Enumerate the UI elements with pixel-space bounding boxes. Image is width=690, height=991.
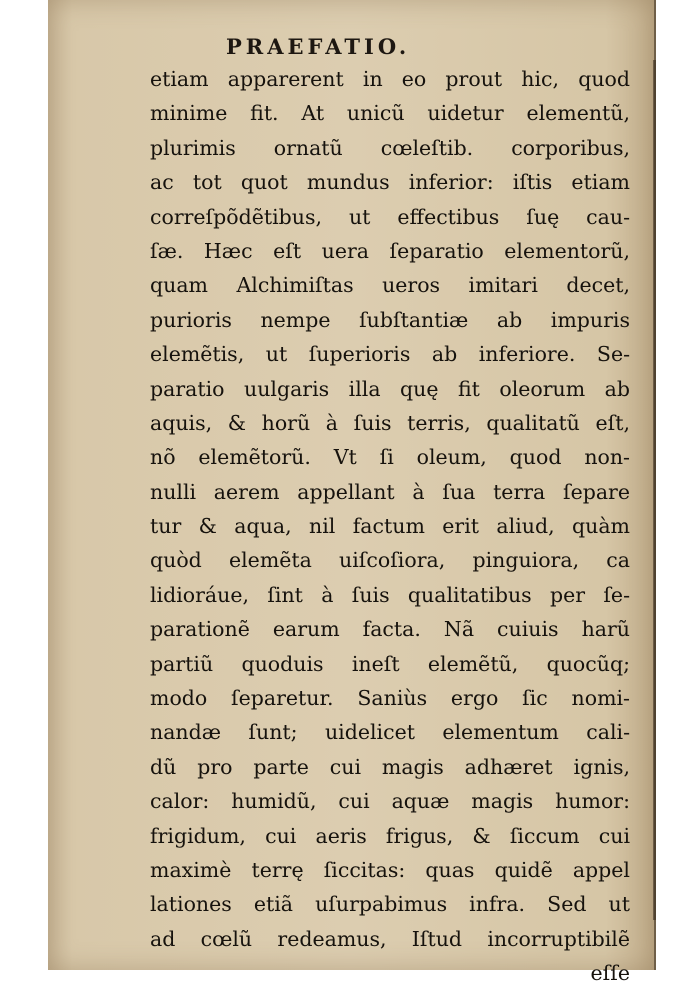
text-line: purioris nempe ſubſtantiæ ab impuris bbox=[150, 307, 630, 332]
text-line: nõ elemẽtorũ. Vt ſi oleum, quod non- bbox=[150, 445, 630, 470]
text-line: ſæ. Hæc eſt uera ſeparatio elementorũ, bbox=[150, 238, 630, 263]
text-line: etiam apparerent in eo prout hic, quod bbox=[150, 67, 630, 91]
text-line: partiũ quoduis ineſt elemẽtũ, quocũq; bbox=[150, 651, 630, 676]
text-line: quòd elemẽta uiſcoſiora, pinguiora, ca bbox=[150, 548, 630, 573]
text-line: maximè terrę ſiccitas: quas quidẽ appel bbox=[150, 857, 630, 882]
text-line: tur & aqua, nil factum erit aliud, quàm bbox=[150, 514, 630, 539]
text-line: elemẽtis, ut ſuperioris ab inferiore. Se- bbox=[150, 342, 630, 367]
text-line: minime fit. At unicũ uidetur elementũ, bbox=[150, 101, 630, 126]
text-line: plurimis ornatũ cœleſtib. corporibus, bbox=[150, 135, 630, 160]
text-line: nulli aerem appellant à ſua terra ſepare bbox=[150, 479, 630, 504]
text-line: nandæ ſunt; uidelicet elementum cali- bbox=[150, 720, 630, 745]
text-line: modo ſeparetur. Saniùs ergo ſic nomi- bbox=[150, 686, 630, 711]
text-line: parationẽ earum facta. Nã cuiuis harũ bbox=[150, 617, 630, 642]
text-line: frigidum, cui aeris frigus, & ſiccum cui bbox=[150, 823, 630, 848]
body-text bbox=[150, 62, 630, 991]
text-line: aquis, & horũ à ſuis terris, qualitatũ eſt, bbox=[150, 410, 630, 435]
text-line: lidioráue, ſint à ſuis qualitatibus per ſe- bbox=[150, 582, 630, 607]
text-line: dũ pro parte cui magis adhæret ignis, bbox=[150, 754, 630, 779]
page-edge-shadow bbox=[653, 60, 656, 920]
text-line: ac tot quot mundus inferior: iſtis etiam bbox=[150, 170, 630, 195]
text-line: correſpõdẽtibus, ut effectibus ſuę cau- bbox=[150, 204, 630, 229]
running-header: PRAEFATIO. bbox=[226, 34, 411, 59]
text-line: paratio uulgaris illa quę fit oleorum ab bbox=[150, 376, 630, 401]
text-line: ad cœlũ redeamus, Iſtud incorruptibilẽ bbox=[150, 926, 630, 951]
catchword: eſſe bbox=[590, 961, 630, 986]
text-line: calor: humidũ, cui aquæ magis humor: bbox=[150, 789, 630, 814]
text-line: lationes etiã uſurpabimus infra. Sed ut bbox=[150, 892, 630, 917]
text-line: quam Alchimiſtas ueros imitari decet, bbox=[150, 273, 630, 298]
